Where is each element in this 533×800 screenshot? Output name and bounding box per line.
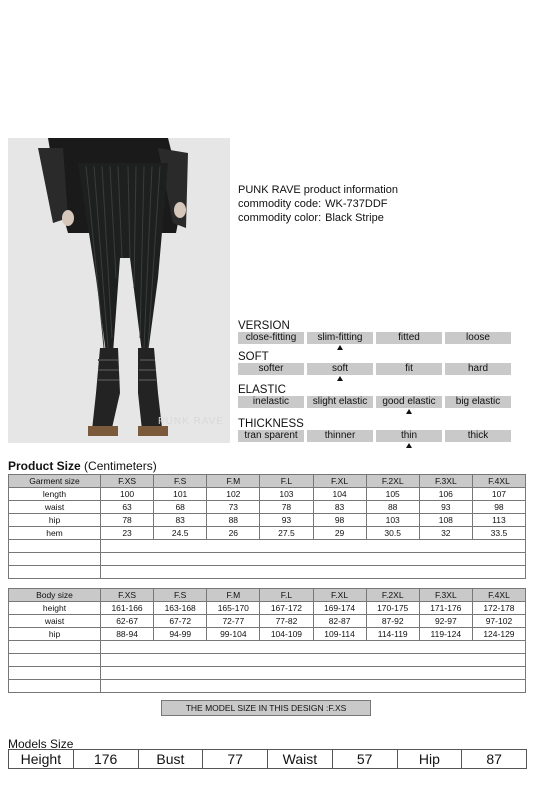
product-photo — [8, 138, 230, 443]
table-row — [9, 488, 526, 501]
empty-cell — [101, 566, 526, 579]
empty-cell — [9, 641, 101, 654]
table-cell: 78 — [260, 501, 313, 514]
table-cell: 103 — [260, 488, 313, 501]
selected-marker — [337, 376, 343, 381]
empty-cell — [9, 667, 101, 680]
empty-cell — [9, 680, 101, 693]
table-cell: 163-168 — [154, 602, 207, 615]
table-cell: 29 — [313, 527, 366, 540]
row-label: hem — [9, 527, 101, 540]
code-label: commodity code: — [238, 198, 322, 210]
table-cell: 161-166 — [101, 602, 154, 615]
product-info — [238, 183, 398, 225]
empty-cell — [101, 680, 526, 693]
model-measure-value: 87 — [486, 751, 502, 767]
table-cell: 124-129 — [472, 628, 525, 641]
selected-marker — [406, 443, 412, 448]
table-cell: 169-174 — [313, 602, 366, 615]
table-cell: 63 — [101, 501, 154, 514]
table-cell: 101 — [154, 488, 207, 501]
table-header-row — [9, 589, 526, 602]
table-row-header: Garment size — [9, 475, 101, 488]
table-cell: 97-102 — [472, 615, 525, 628]
table-cell: 77-82 — [260, 615, 313, 628]
attribute-option: slim-fitting — [307, 332, 373, 344]
empty-cell — [9, 540, 101, 553]
table-cell: 88 — [207, 514, 260, 527]
empty-cell — [101, 654, 526, 667]
attribute-option: close-fitting — [238, 332, 304, 344]
table-cell: 83 — [313, 501, 366, 514]
model-measure-label: Hip — [398, 750, 463, 768]
model-measure-label: Height — [9, 750, 74, 768]
table-cell: 78 — [101, 514, 154, 527]
table-column-header: F.4XL — [472, 475, 525, 488]
body-size-table — [8, 588, 526, 693]
table-cell: 93 — [260, 514, 313, 527]
attribute-option: softer — [238, 363, 304, 375]
attribute-option: thinner — [307, 430, 373, 442]
table-row — [9, 602, 526, 615]
attribute-option: big elastic — [445, 396, 511, 408]
table-cell: 68 — [154, 501, 207, 514]
table-column-header: F.3XL — [419, 475, 472, 488]
table-cell: 88-94 — [101, 628, 154, 641]
empty-cell — [101, 553, 526, 566]
row-label: length — [9, 488, 101, 501]
table-cell: 87-92 — [366, 615, 419, 628]
table-column-header: F.XS — [101, 589, 154, 602]
table-header-row — [9, 475, 526, 488]
table-cell: 32 — [419, 527, 472, 540]
table-cell: 92-97 — [419, 615, 472, 628]
table-cell: 113 — [472, 514, 525, 527]
table-column-header: F.XL — [313, 475, 366, 488]
table-cell: 98 — [472, 501, 525, 514]
table-cell: 94-99 — [154, 628, 207, 641]
attribute-title: SOFT — [238, 351, 269, 363]
attribute-title: THICKNESS — [238, 418, 304, 430]
empty-cell — [9, 566, 101, 579]
empty-row — [9, 566, 526, 579]
table-cell: 172-178 — [472, 602, 525, 615]
table-cell: 104 — [313, 488, 366, 501]
table-cell: 83 — [154, 514, 207, 527]
table-cell: 104-109 — [260, 628, 313, 641]
table-column-header: F.4XL — [472, 589, 525, 602]
row-label: waist — [9, 501, 101, 514]
empty-cell — [9, 654, 101, 667]
table-cell: 171-176 — [419, 602, 472, 615]
attribute-option: fit — [376, 363, 442, 375]
row-label: hip — [9, 628, 101, 641]
table-column-header: F.L — [260, 589, 313, 602]
attribute-option: hard — [445, 363, 511, 375]
table-cell: 62-67 — [101, 615, 154, 628]
table-cell: 98 — [313, 514, 366, 527]
table-cell: 109-114 — [313, 628, 366, 641]
model-measure-value: 176 — [74, 750, 139, 768]
attribute-scale-row — [238, 430, 511, 442]
table-cell: 30.5 — [366, 527, 419, 540]
empty-row — [9, 641, 526, 654]
table-cell: 72-77 — [207, 615, 260, 628]
table-cell: 100 — [101, 488, 154, 501]
table-cell: 114-119 — [366, 628, 419, 641]
table-cell: 23 — [101, 527, 154, 540]
info-code-row — [238, 197, 398, 211]
attribute-option: loose — [445, 332, 511, 344]
table-cell: 99-104 — [207, 628, 260, 641]
attribute-option: thick — [445, 430, 511, 442]
model-measure-label: Waist — [268, 750, 333, 768]
table-column-header: F.3XL — [419, 589, 472, 602]
attribute-title: VERSION — [238, 320, 290, 332]
attribute-scale-row — [238, 396, 511, 408]
model-measure-label: Bust — [139, 750, 204, 768]
product-size-heading: Product Size — [8, 459, 81, 473]
table-cell: 165-170 — [207, 602, 260, 615]
table-cell: 119-124 — [419, 628, 472, 641]
empty-cell — [9, 553, 101, 566]
table-row — [9, 527, 526, 540]
table-column-header: F.2XL — [366, 475, 419, 488]
table-cell: 73 — [207, 501, 260, 514]
table-row — [9, 514, 526, 527]
attribute-scale-row — [238, 363, 511, 375]
watermark: PUNK RAVE — [158, 416, 225, 427]
row-label: waist — [9, 615, 101, 628]
attribute-option: thin — [376, 430, 442, 442]
selected-marker — [406, 409, 412, 414]
attribute-title: ELASTIC — [238, 384, 286, 396]
table-column-header: F.L — [260, 475, 313, 488]
product-size-unit: (Centimeters) — [84, 459, 157, 473]
empty-cell — [101, 667, 526, 680]
attribute-option: tran sparent — [238, 430, 304, 442]
table-cell: 167-172 — [260, 602, 313, 615]
table-column-header: F.XL — [313, 589, 366, 602]
empty-row — [9, 540, 526, 553]
color-label: commodity color: — [238, 212, 322, 224]
table-column-header: F.XS — [101, 475, 154, 488]
color-value: Black Stripe — [325, 212, 384, 224]
model-illustration — [8, 138, 230, 443]
attribute-option: fitted — [376, 332, 442, 344]
table-cell: 103 — [366, 514, 419, 527]
table-column-header: F.2XL — [366, 589, 419, 602]
table-column-header: F.S — [154, 589, 207, 602]
table-row — [9, 628, 526, 641]
selected-marker — [337, 345, 343, 350]
table-column-header: F.M — [207, 475, 260, 488]
row-label: hip — [9, 514, 101, 527]
attribute-scale-row — [238, 332, 511, 344]
empty-row — [9, 553, 526, 566]
table-row-header: Body size — [9, 589, 101, 602]
models-size-title: Models Size — [8, 737, 74, 751]
product-size-table — [8, 474, 526, 579]
table-cell: 105 — [366, 488, 419, 501]
row-label: height — [9, 602, 101, 615]
code-value: WK-737DDF — [325, 198, 388, 210]
table-row — [9, 615, 526, 628]
table-cell: 102 — [207, 488, 260, 501]
model-measure-value: 77 — [203, 750, 268, 768]
table-cell: 27.5 — [260, 527, 313, 540]
model-size-banner: THE MODEL SIZE IN THIS DESIGN :F.XS — [161, 700, 371, 716]
table-cell: 108 — [419, 514, 472, 527]
empty-row — [9, 680, 526, 693]
attribute-option: inelastic — [238, 396, 304, 408]
empty-row — [9, 654, 526, 667]
attribute-option: good elastic — [376, 396, 442, 408]
table-cell: 107 — [472, 488, 525, 501]
models-size-row — [8, 749, 527, 769]
table-cell: 33.5 — [472, 527, 525, 540]
info-heading: PUNK RAVE product information — [238, 184, 398, 196]
table-column-header: F.S — [154, 475, 207, 488]
table-cell: 93 — [419, 501, 472, 514]
table-cell: 67-72 — [154, 615, 207, 628]
table-cell: 24.5 — [154, 527, 207, 540]
info-color-row — [238, 211, 398, 225]
table-cell: 82-87 — [313, 615, 366, 628]
table-cell: 106 — [419, 488, 472, 501]
table-cell: 26 — [207, 527, 260, 540]
table-row — [9, 501, 526, 514]
attribute-option: slight elastic — [307, 396, 373, 408]
model-measure-value: 57 — [333, 750, 398, 768]
table-cell: 88 — [366, 501, 419, 514]
empty-cell — [101, 641, 526, 654]
empty-cell — [101, 540, 526, 553]
empty-row — [9, 667, 526, 680]
table-column-header: F.M — [207, 589, 260, 602]
product-size-title — [8, 459, 157, 473]
attribute-option: soft — [307, 363, 373, 375]
table-cell: 170-175 — [366, 602, 419, 615]
